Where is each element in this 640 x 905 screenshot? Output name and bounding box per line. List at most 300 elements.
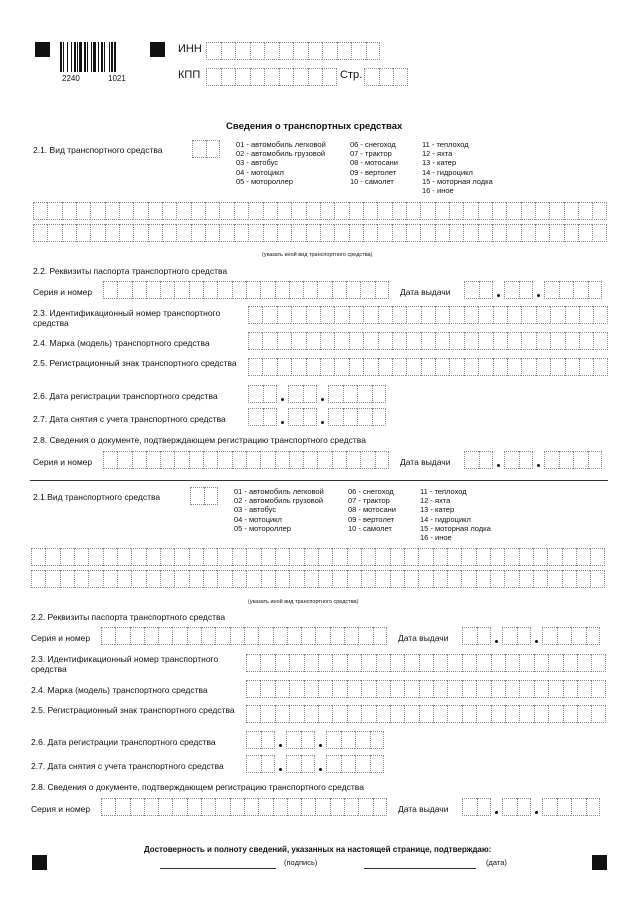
char-cell[interactable] [477, 798, 492, 816]
char-cell[interactable] [304, 705, 318, 723]
char-cell[interactable] [379, 68, 394, 86]
char-cell[interactable] [217, 570, 231, 588]
char-cell[interactable] [592, 224, 606, 242]
char-cell[interactable] [493, 332, 507, 350]
char-cell[interactable] [288, 385, 303, 403]
char-cell[interactable] [264, 68, 279, 86]
char-cell[interactable] [304, 570, 318, 588]
date-part[interactable] [462, 798, 491, 816]
char-cell[interactable] [304, 654, 318, 672]
char-cell[interactable] [376, 680, 390, 698]
char-cell[interactable] [491, 705, 505, 723]
char-cell[interactable] [565, 306, 579, 324]
char-cell[interactable] [349, 224, 363, 242]
char-cell[interactable] [301, 755, 316, 773]
char-cell[interactable] [191, 224, 205, 242]
char-cell[interactable] [277, 358, 291, 376]
char-cell[interactable] [174, 570, 188, 588]
char-cell[interactable] [248, 332, 262, 350]
char-cell[interactable] [148, 224, 162, 242]
char-cell[interactable] [357, 408, 372, 426]
date-part[interactable] [542, 798, 600, 816]
char-cell[interactable] [62, 224, 76, 242]
char-cell[interactable] [60, 570, 74, 588]
char-cell[interactable] [246, 548, 260, 566]
s2-vin-field[interactable] [246, 654, 606, 672]
char-cell[interactable] [363, 202, 377, 220]
char-cell[interactable] [478, 306, 492, 324]
char-cell[interactable] [392, 332, 406, 350]
char-cell[interactable] [592, 202, 606, 220]
char-cell[interactable] [115, 627, 129, 645]
char-cell[interactable] [264, 42, 279, 60]
char-cell[interactable] [261, 570, 275, 588]
char-cell[interactable] [521, 332, 535, 350]
char-cell[interactable] [244, 798, 258, 816]
char-cell[interactable] [205, 224, 219, 242]
char-cell[interactable] [273, 627, 287, 645]
char-cell[interactable] [404, 705, 418, 723]
char-cell[interactable] [232, 570, 246, 588]
char-cell[interactable] [535, 224, 549, 242]
char-cell[interactable] [322, 42, 337, 60]
char-cell[interactable] [248, 306, 262, 324]
char-cell[interactable] [492, 202, 506, 220]
char-cell[interactable] [291, 224, 305, 242]
char-cell[interactable] [117, 451, 131, 469]
char-cell[interactable] [593, 306, 607, 324]
char-cell[interactable] [519, 680, 533, 698]
char-cell[interactable] [476, 548, 490, 566]
char-cell[interactable] [477, 627, 492, 645]
char-cell[interactable] [203, 281, 217, 299]
char-cell[interactable] [549, 202, 563, 220]
char-cell[interactable] [158, 798, 172, 816]
char-cell[interactable] [261, 755, 276, 773]
char-cell[interactable] [291, 306, 305, 324]
char-cell[interactable] [550, 332, 564, 350]
char-cell[interactable] [234, 202, 248, 220]
char-cell[interactable] [577, 705, 591, 723]
char-cell[interactable] [462, 798, 477, 816]
char-cell[interactable] [502, 627, 517, 645]
char-cell[interactable] [462, 705, 476, 723]
char-cell[interactable] [246, 680, 260, 698]
char-cell[interactable] [390, 548, 404, 566]
char-cell[interactable] [103, 451, 117, 469]
char-cell[interactable] [221, 42, 236, 60]
char-cell[interactable] [263, 224, 277, 242]
char-cell[interactable] [349, 332, 363, 350]
char-cell[interactable] [548, 654, 562, 672]
s2-series2-field[interactable] [101, 798, 387, 816]
char-cell[interactable] [478, 332, 492, 350]
char-cell[interactable] [565, 332, 579, 350]
char-cell[interactable] [301, 798, 315, 816]
char-cell[interactable] [103, 570, 117, 588]
char-cell[interactable] [406, 306, 420, 324]
char-cell[interactable] [463, 224, 477, 242]
kpp-field[interactable] [206, 68, 337, 86]
char-cell[interactable] [372, 408, 387, 426]
date-part[interactable] [248, 408, 277, 426]
char-cell[interactable] [90, 202, 104, 220]
char-cell[interactable] [358, 798, 372, 816]
char-cell[interactable] [375, 548, 389, 566]
char-cell[interactable] [491, 680, 505, 698]
char-cell[interactable] [318, 654, 332, 672]
char-cell[interactable] [479, 451, 494, 469]
char-cell[interactable] [535, 202, 549, 220]
s2-type-code-field[interactable] [190, 487, 218, 505]
char-cell[interactable] [478, 224, 492, 242]
date-part[interactable] [246, 755, 275, 773]
char-cell[interactable] [315, 798, 329, 816]
char-cell[interactable] [507, 332, 521, 350]
char-cell[interactable] [246, 705, 260, 723]
char-cell[interactable] [562, 548, 576, 566]
char-cell[interactable] [277, 202, 291, 220]
char-cell[interactable] [330, 798, 344, 816]
char-cell[interactable] [317, 451, 331, 469]
char-cell[interactable] [189, 548, 203, 566]
s1-vin-field[interactable] [248, 306, 608, 324]
char-cell[interactable] [303, 451, 317, 469]
char-cell[interactable] [447, 654, 461, 672]
char-cell[interactable] [378, 332, 392, 350]
char-cell[interactable] [564, 224, 578, 242]
char-cell[interactable] [334, 332, 348, 350]
char-cell[interactable] [320, 358, 334, 376]
char-cell[interactable] [505, 680, 519, 698]
char-cell[interactable] [461, 570, 475, 588]
char-cell[interactable] [519, 654, 533, 672]
char-cell[interactable] [507, 306, 521, 324]
char-cell[interactable] [478, 202, 492, 220]
char-cell[interactable] [303, 408, 318, 426]
char-cell[interactable] [390, 705, 404, 723]
char-cell[interactable] [519, 451, 534, 469]
char-cell[interactable] [536, 306, 550, 324]
char-cell[interactable] [162, 224, 176, 242]
char-cell[interactable] [206, 68, 221, 86]
char-cell[interactable] [578, 224, 592, 242]
char-cell[interactable] [326, 755, 341, 773]
date-part[interactable] [504, 281, 533, 299]
char-cell[interactable] [447, 548, 461, 566]
char-cell[interactable] [192, 140, 206, 158]
s2-reg-sign-field[interactable] [246, 705, 606, 723]
char-cell[interactable] [248, 224, 262, 242]
char-cell[interactable] [31, 570, 45, 588]
char-cell[interactable] [534, 705, 548, 723]
char-cell[interactable] [349, 306, 363, 324]
char-cell[interactable] [174, 548, 188, 566]
char-cell[interactable] [375, 570, 389, 588]
char-cell[interactable] [504, 281, 519, 299]
char-cell[interactable] [343, 385, 358, 403]
char-cell[interactable] [334, 202, 348, 220]
char-cell[interactable] [217, 451, 231, 469]
char-cell[interactable] [347, 705, 361, 723]
char-cell[interactable] [544, 451, 559, 469]
char-cell[interactable] [591, 680, 605, 698]
char-cell[interactable] [433, 570, 447, 588]
char-cell[interactable] [45, 548, 59, 566]
char-cell[interactable] [462, 680, 476, 698]
s2-brand-field[interactable] [246, 680, 606, 698]
char-cell[interactable] [419, 705, 433, 723]
char-cell[interactable] [435, 358, 449, 376]
char-cell[interactable] [74, 548, 88, 566]
char-cell[interactable] [293, 68, 308, 86]
char-cell[interactable] [176, 224, 190, 242]
char-cell[interactable] [144, 627, 158, 645]
char-cell[interactable] [286, 731, 301, 749]
char-cell[interactable] [476, 680, 490, 698]
date-part[interactable] [286, 731, 315, 749]
char-cell[interactable] [392, 358, 406, 376]
char-cell[interactable] [344, 627, 358, 645]
date-part[interactable] [246, 731, 275, 749]
char-cell[interactable] [332, 570, 346, 588]
char-cell[interactable] [548, 705, 562, 723]
char-cell[interactable] [117, 548, 131, 566]
char-cell[interactable] [493, 358, 507, 376]
char-cell[interactable] [557, 798, 572, 816]
char-cell[interactable] [366, 42, 381, 60]
char-cell[interactable] [548, 680, 562, 698]
char-cell[interactable] [250, 42, 265, 60]
char-cell[interactable] [119, 202, 133, 220]
char-cell[interactable] [361, 705, 375, 723]
char-cell[interactable] [361, 548, 375, 566]
char-cell[interactable] [517, 627, 532, 645]
char-cell[interactable] [406, 224, 420, 242]
char-cell[interactable] [318, 705, 332, 723]
char-cell[interactable] [421, 332, 435, 350]
char-cell[interactable] [230, 798, 244, 816]
char-cell[interactable] [373, 798, 387, 816]
char-cell[interactable] [246, 731, 261, 749]
char-cell[interactable] [287, 798, 301, 816]
char-cell[interactable] [579, 332, 593, 350]
char-cell[interactable] [344, 798, 358, 816]
char-cell[interactable] [189, 281, 203, 299]
char-cell[interactable] [332, 451, 346, 469]
char-cell[interactable] [304, 680, 318, 698]
char-cell[interactable] [571, 627, 586, 645]
char-cell[interactable] [578, 202, 592, 220]
date-part[interactable] [544, 451, 602, 469]
char-cell[interactable] [315, 627, 329, 645]
char-cell[interactable] [376, 654, 390, 672]
char-cell[interactable] [334, 358, 348, 376]
char-cell[interactable] [103, 548, 117, 566]
char-cell[interactable] [248, 358, 262, 376]
char-cell[interactable] [463, 202, 477, 220]
char-cell[interactable] [504, 570, 518, 588]
char-cell[interactable] [205, 202, 219, 220]
char-cell[interactable] [506, 224, 520, 242]
date-part[interactable] [288, 408, 317, 426]
char-cell[interactable] [246, 570, 260, 588]
char-cell[interactable] [117, 570, 131, 588]
char-cell[interactable] [519, 281, 534, 299]
char-cell[interactable] [289, 451, 303, 469]
char-cell[interactable] [263, 202, 277, 220]
char-cell[interactable] [232, 451, 246, 469]
char-cell[interactable] [406, 358, 420, 376]
char-cell[interactable] [571, 798, 586, 816]
char-cell[interactable] [289, 281, 303, 299]
date-part[interactable] [542, 627, 600, 645]
char-cell[interactable] [105, 224, 119, 242]
char-cell[interactable] [33, 224, 47, 242]
char-cell[interactable] [449, 306, 463, 324]
char-cell[interactable] [162, 202, 176, 220]
char-cell[interactable] [303, 385, 318, 403]
char-cell[interactable] [189, 451, 203, 469]
s1-series-field[interactable] [103, 281, 389, 299]
char-cell[interactable] [74, 570, 88, 588]
char-cell[interactable] [492, 224, 506, 242]
char-cell[interactable] [464, 451, 479, 469]
char-cell[interactable] [590, 570, 604, 588]
char-cell[interactable] [277, 332, 291, 350]
char-cell[interactable] [557, 627, 572, 645]
char-cell[interactable] [260, 654, 274, 672]
char-cell[interactable] [191, 202, 205, 220]
char-cell[interactable] [449, 332, 463, 350]
char-cell[interactable] [373, 627, 387, 645]
char-cell[interactable] [392, 224, 406, 242]
char-cell[interactable] [206, 42, 221, 60]
char-cell[interactable] [341, 755, 356, 773]
char-cell[interactable] [521, 202, 535, 220]
char-cell[interactable] [235, 68, 250, 86]
char-cell[interactable] [201, 627, 215, 645]
char-cell[interactable] [301, 627, 315, 645]
char-cell[interactable] [490, 548, 504, 566]
char-cell[interactable] [378, 306, 392, 324]
char-cell[interactable] [308, 68, 323, 86]
char-cell[interactable] [234, 224, 248, 242]
char-cell[interactable] [349, 202, 363, 220]
char-cell[interactable] [101, 627, 115, 645]
char-cell[interactable] [435, 224, 449, 242]
char-cell[interactable] [260, 451, 274, 469]
char-cell[interactable] [301, 731, 316, 749]
s2-other-type-row2[interactable] [31, 570, 605, 588]
char-cell[interactable] [146, 451, 160, 469]
char-cell[interactable] [449, 202, 463, 220]
char-cell[interactable] [576, 548, 590, 566]
char-cell[interactable] [204, 487, 218, 505]
char-cell[interactable] [363, 224, 377, 242]
char-cell[interactable] [464, 306, 478, 324]
char-cell[interactable] [219, 224, 233, 242]
char-cell[interactable] [521, 358, 535, 376]
char-cell[interactable] [144, 798, 158, 816]
char-cell[interactable] [435, 306, 449, 324]
char-cell[interactable] [119, 224, 133, 242]
char-cell[interactable] [542, 798, 557, 816]
char-cell[interactable] [521, 306, 535, 324]
char-cell[interactable] [261, 731, 276, 749]
char-cell[interactable] [534, 680, 548, 698]
char-cell[interactable] [334, 306, 348, 324]
char-cell[interactable] [146, 281, 160, 299]
char-cell[interactable] [103, 281, 117, 299]
char-cell[interactable] [406, 202, 420, 220]
char-cell[interactable] [263, 408, 278, 426]
char-cell[interactable] [593, 358, 607, 376]
char-cell[interactable] [279, 42, 294, 60]
char-cell[interactable] [347, 654, 361, 672]
char-cell[interactable] [289, 570, 303, 588]
char-cell[interactable] [579, 306, 593, 324]
char-cell[interactable] [176, 202, 190, 220]
char-cell[interactable] [573, 451, 588, 469]
char-cell[interactable] [275, 654, 289, 672]
char-cell[interactable] [559, 451, 574, 469]
char-cell[interactable] [419, 680, 433, 698]
char-cell[interactable] [90, 224, 104, 242]
char-cell[interactable] [304, 548, 318, 566]
char-cell[interactable] [203, 548, 217, 566]
char-cell[interactable] [390, 654, 404, 672]
char-cell[interactable] [320, 202, 334, 220]
char-cell[interactable] [447, 570, 461, 588]
char-cell[interactable] [203, 570, 217, 588]
char-cell[interactable] [132, 451, 146, 469]
char-cell[interactable] [586, 627, 601, 645]
char-cell[interactable] [291, 358, 305, 376]
char-cell[interactable] [262, 358, 276, 376]
char-cell[interactable] [277, 306, 291, 324]
char-cell[interactable] [591, 654, 605, 672]
char-cell[interactable] [275, 281, 289, 299]
char-cell[interactable] [361, 654, 375, 672]
char-cell[interactable] [562, 570, 576, 588]
char-cell[interactable] [588, 281, 603, 299]
s1-type-code-field[interactable] [192, 140, 220, 158]
char-cell[interactable] [547, 570, 561, 588]
char-cell[interactable] [542, 627, 557, 645]
char-cell[interactable] [507, 358, 521, 376]
char-cell[interactable] [349, 358, 363, 376]
char-cell[interactable] [117, 281, 131, 299]
char-cell[interactable] [462, 654, 476, 672]
char-cell[interactable] [376, 705, 390, 723]
char-cell[interactable] [45, 570, 59, 588]
char-cell[interactable] [332, 281, 346, 299]
char-cell[interactable] [289, 680, 303, 698]
char-cell[interactable] [364, 68, 379, 86]
char-cell[interactable] [576, 570, 590, 588]
char-cell[interactable] [293, 42, 308, 60]
char-cell[interactable] [318, 548, 332, 566]
char-cell[interactable] [433, 705, 447, 723]
char-cell[interactable] [88, 570, 102, 588]
char-cell[interactable] [363, 306, 377, 324]
char-cell[interactable] [248, 385, 263, 403]
char-cell[interactable] [308, 42, 323, 60]
char-cell[interactable] [404, 654, 418, 672]
char-cell[interactable] [565, 358, 579, 376]
char-cell[interactable] [160, 281, 174, 299]
